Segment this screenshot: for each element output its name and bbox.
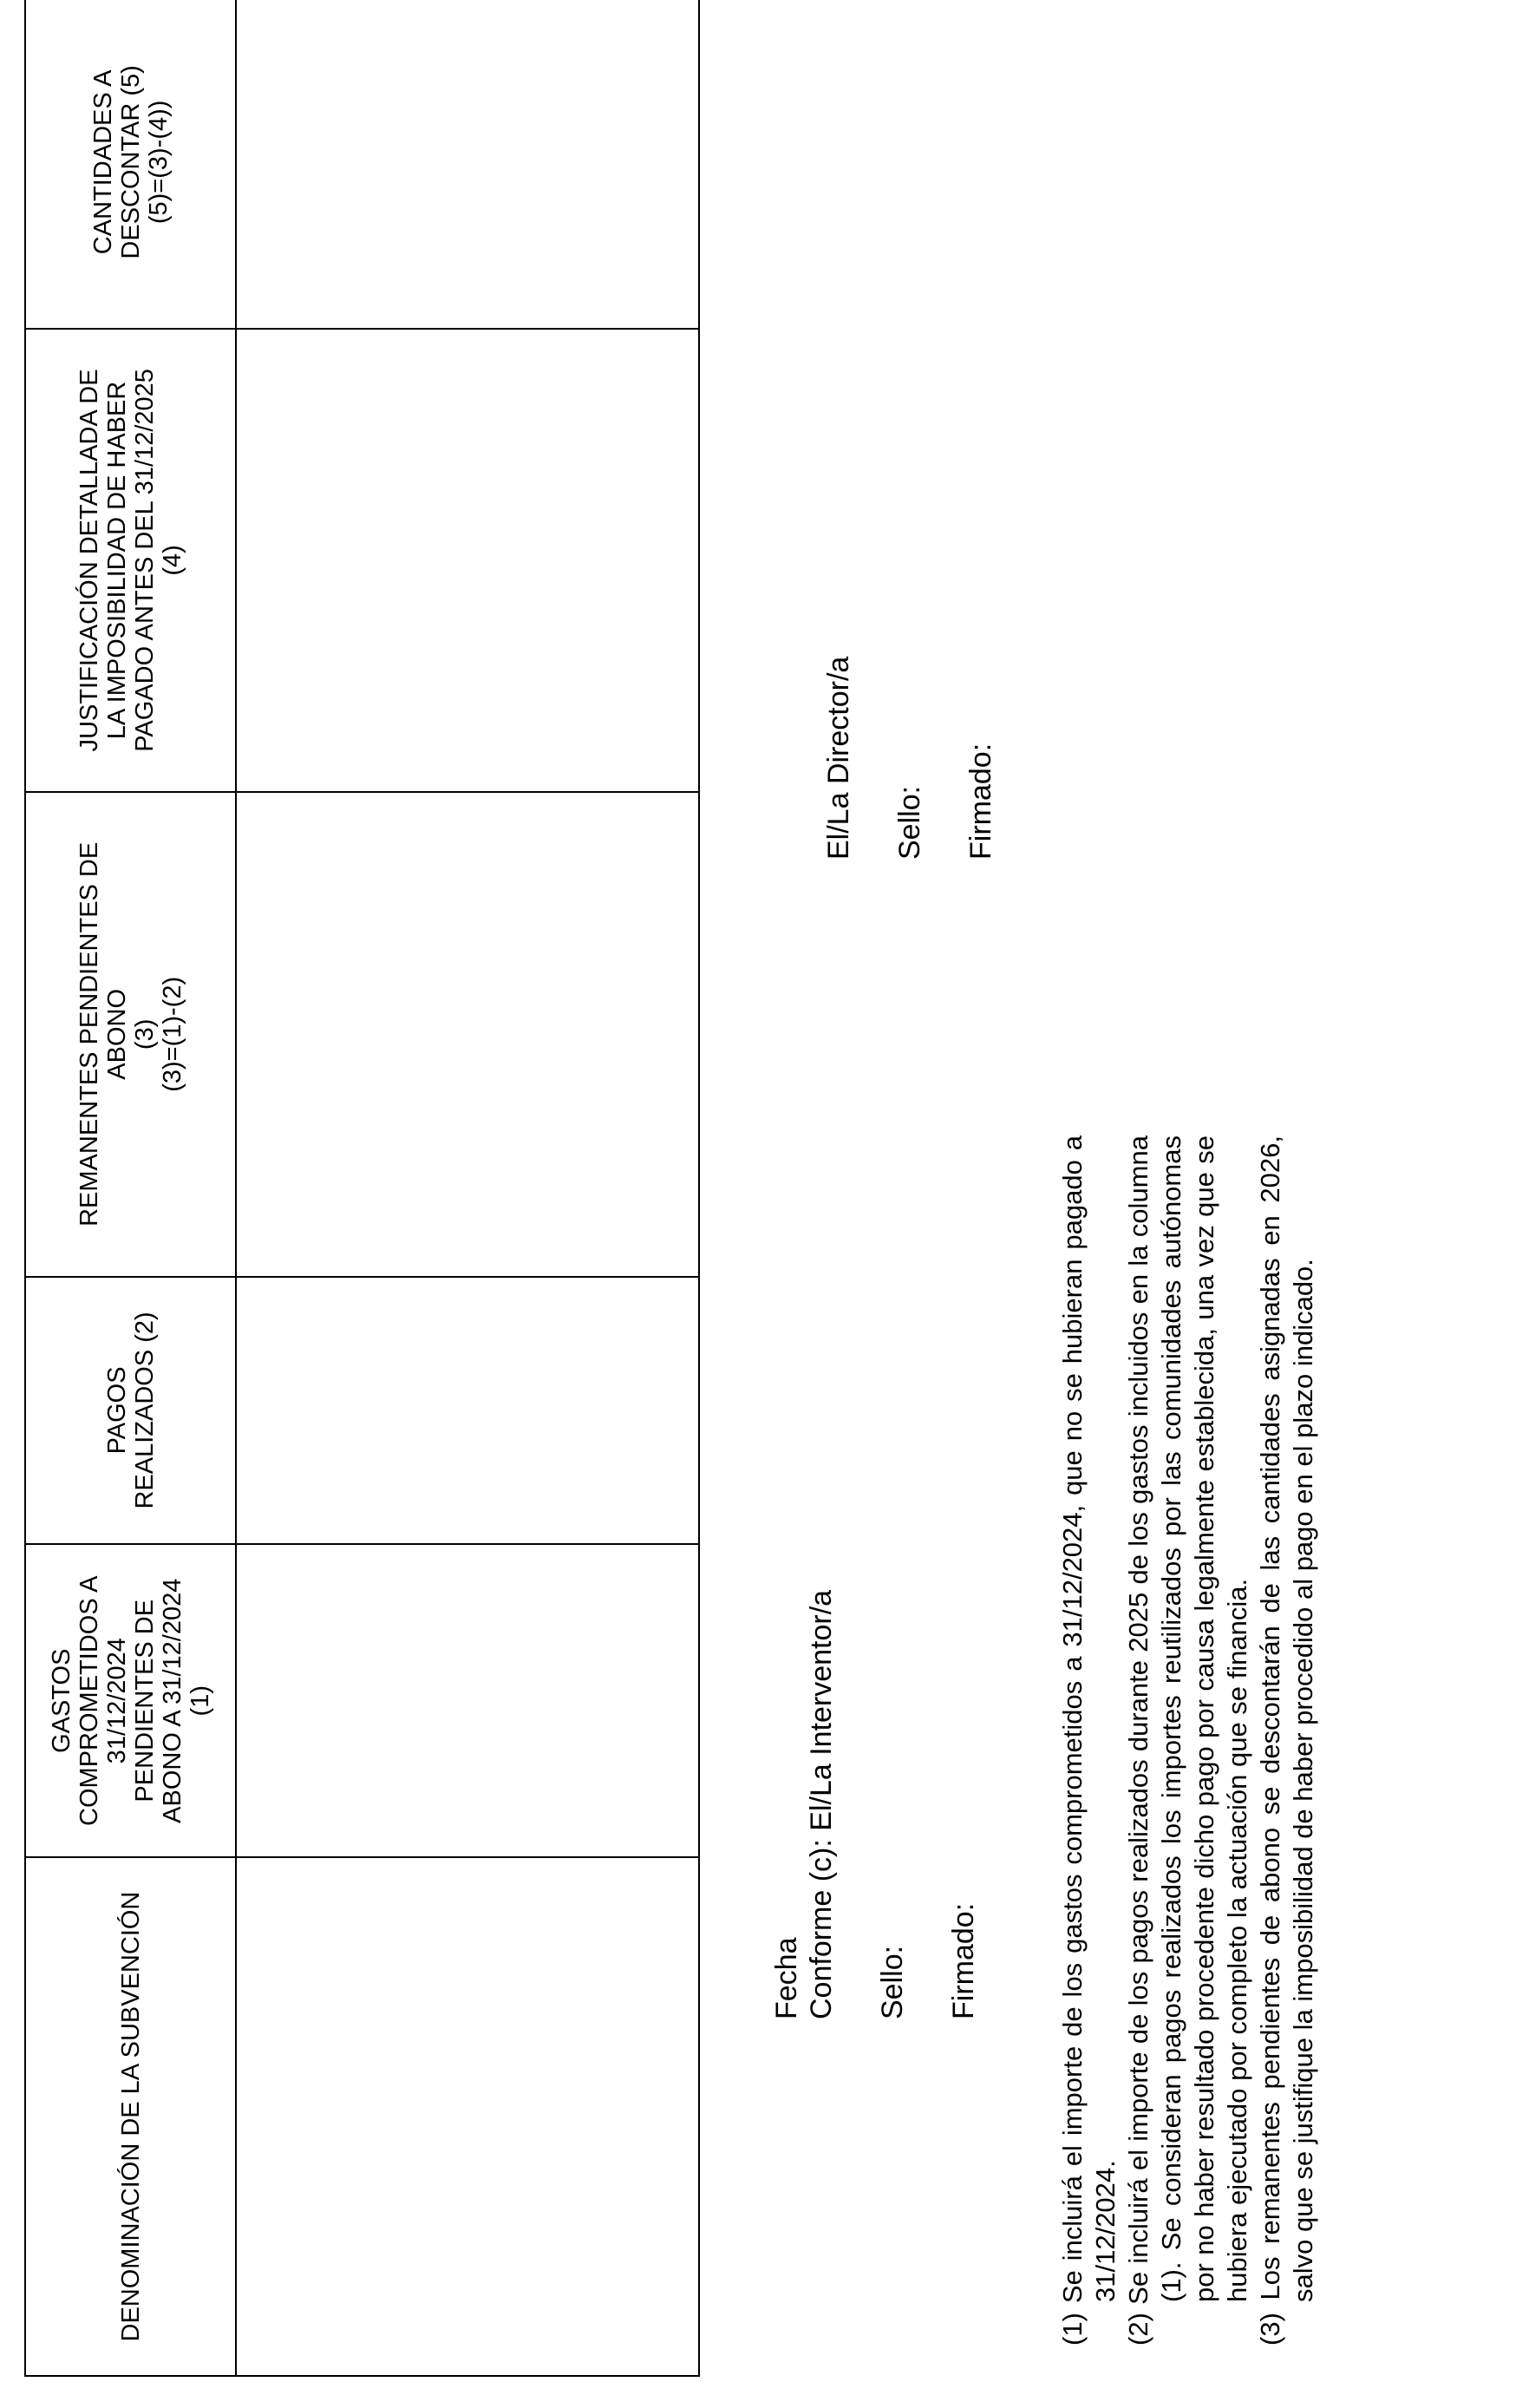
- cell-gastos-comprometidos[interactable]: [236, 1544, 699, 1857]
- header-pagos-realizados: PAGOS REALIZADOS (2): [25, 1277, 236, 1545]
- director-label: El/La Director/a: [822, 656, 855, 860]
- footnote-2: (2) Se incluirá el importe de los pagos realizados durante 2025 de los gastos incluidos en la columna (1). Se consideran pagos realizados los importes reutilizados por las comunidades autónomas por no haber resultado procedente dicho pago por causa legalmente establecida, una vez que se hubiera ejecutado por completo la actuación que se financia.: [1123, 1135, 1252, 2346]
- sello-right-label: Sello:: [893, 785, 926, 860]
- header-denominacion: DENOMINACIÓN DE LA SUBVENCIÓN: [25, 1857, 236, 2376]
- cell-pagos-realizados[interactable]: [236, 1277, 699, 1545]
- cell-denominacion[interactable]: [236, 1857, 699, 2376]
- header-justificacion: JUSTIFICACIÓN DETALLADA DE LA IMPOSIBILIDAD DE HABER PAGADO ANTES DEL 31/12/2025 (4): [25, 329, 236, 792]
- firmado-right-label: Firmado:: [964, 743, 997, 860]
- header-remanentes: REMANENTES PENDIENTES DE ABONO (3) (3)=(1)-(2): [25, 792, 236, 1276]
- footnotes: [1056, 1135, 1320, 2346]
- fecha-label: Fecha: [770, 1937, 803, 2019]
- footnote-3: (3) Los remanentes pendientes de abono se descontarán de las cantidades asignadas en 2026, salvo que se justifique la imposibilidad de haber procedido al pago en el plazo indicado.: [1255, 1135, 1318, 2346]
- cell-cantidades-descontar[interactable]: [236, 0, 699, 329]
- cell-remanentes[interactable]: [236, 792, 699, 1276]
- subsidy-table: [24, 0, 700, 2377]
- firmado-left-label: Firmado:: [947, 1902, 980, 2019]
- header-cantidades-descontar: CANTIDADES A DESCONTAR (5) (5)=(3)-(4)): [25, 0, 236, 329]
- table-header-row: [25, 0, 236, 2376]
- cell-justificacion[interactable]: [236, 329, 699, 792]
- conforme-interventor-label: Conforme (c): El/La Interventor/a: [805, 1589, 838, 2019]
- footnote-1: (1) Se incluirá el importe de los gastos comprometidos a 31/12/2024, que no se hubieran pagado a 31/12/2024.: [1057, 1135, 1121, 2346]
- header-gastos-comprometidos: GASTOS COMPROMETIDOS A 31/12/2024 PENDIENTES DE ABONO A 31/12/2024 (1): [25, 1544, 236, 1857]
- table-row: [236, 0, 699, 2376]
- sello-left-label: Sello:: [876, 1945, 909, 2019]
